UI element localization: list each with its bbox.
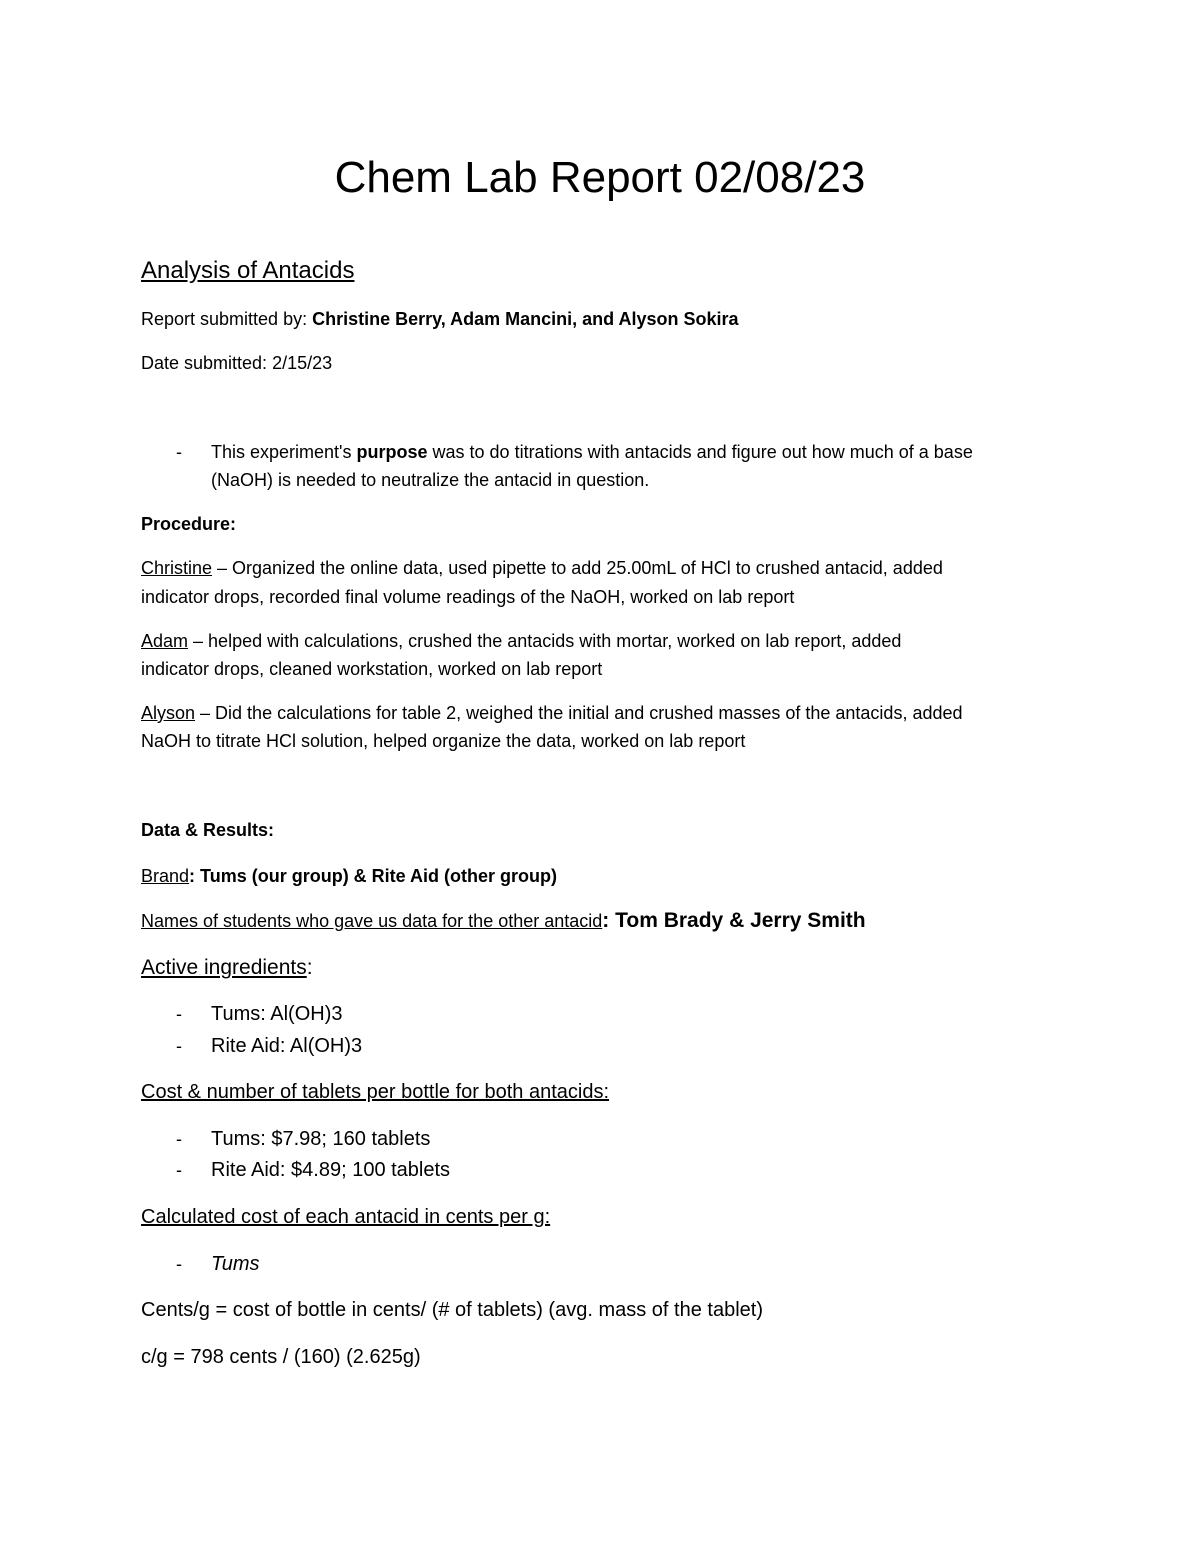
date-submitted: Date submitted: 2/15/23 [141,353,333,373]
cost-item-tums: Tums: $7.98; 160 tablets [211,1128,431,1150]
active-item-rite-aid: Rite Aid: Al(OH)3 [211,1035,363,1057]
submitted-by-line [141,308,739,330]
bullet-dash: - [176,1160,182,1180]
calc-line: c/g = 798 cents / (160) (2.625g) [141,1346,421,1368]
brand-value: : Tums (our group) & Rite Aid (other group) [189,866,557,886]
active-item-tums: Tums: Al(OH)3 [211,1003,343,1025]
christine-text-1: – Organized the online data, used pipette to add 25.00mL of HCl to crushed antacid, added [212,558,943,578]
bullet-dash: - [176,442,182,462]
purpose-pre: This experiment's [211,442,357,462]
calc-heading: Calculated cost of each antacid in cents per g: [141,1206,551,1228]
cost-heading: Cost & number of tablets per bottle for both antacids: [141,1081,610,1103]
brand-label: Brand [141,866,190,886]
christine-name: Christine [141,558,213,578]
adam-name: Adam [141,631,189,651]
purpose-bold: purpose [356,442,428,462]
formula-line: Cents/g = cost of bottle in cents/ (# of tablets) (avg. mass of the tablet) [141,1299,763,1321]
bullet-dash: - [176,1129,182,1149]
adam-line-2: indicator drops, cleaned workstation, worked on lab report [141,659,603,679]
section-heading: Analysis of Antacids [141,257,355,284]
page-title: Chem Lab Report 02/08/23 [334,153,866,202]
purpose-post: was to do titrations with antacids and figure out how much of a base [427,442,973,462]
data-results-heading: Data & Results: [141,820,275,840]
calc-item-tums: Tums [211,1253,260,1275]
christine-line-2: indicator drops, recorded final volume readings of the NaOH, worked on lab report [141,587,795,607]
adam-line-1 [141,630,901,652]
alyson-name: Alyson [141,703,196,723]
alyson-text-1: – Did the calculations for table 2, weighed the initial and crushed masses of the antacids, added [195,703,963,723]
bullet-dash: - [176,1254,182,1274]
submitted-by-names: Christine Berry, Adam Mancini, and Alyson Sokira [312,309,739,329]
procedure-heading: Procedure: [141,514,237,534]
alyson-line-2: NaOH to titrate HCl solution, helped organize the data, worked on lab report [141,731,746,751]
bullet-dash: - [176,1004,182,1024]
alyson-line-1 [141,702,963,724]
cost-item-rite-aid: Rite Aid: $4.89; 100 tablets [211,1159,451,1181]
bullet-dash: - [176,1036,182,1056]
names-label: Names of students who gave us data for the other antacid [141,911,603,931]
adam-text-1: – helped with calculations, crushed the antacids with mortar, worked on lab report, added [188,631,902,651]
names-line [141,910,866,932]
purpose-line-2: (NaOH) is needed to neutralize the antacid in question. [211,470,650,490]
names-value: : Tom Brady & Jerry Smith [602,909,866,932]
active-ingredients-heading [141,955,313,981]
submitted-by-label: Report submitted by: [141,309,313,329]
brand-line [141,865,557,887]
active-ingredients-label: Active ingredients [141,956,307,979]
active-ingredients-colon: : [306,956,313,979]
christine-line-1 [141,557,943,579]
purpose-line-1 [211,441,973,463]
